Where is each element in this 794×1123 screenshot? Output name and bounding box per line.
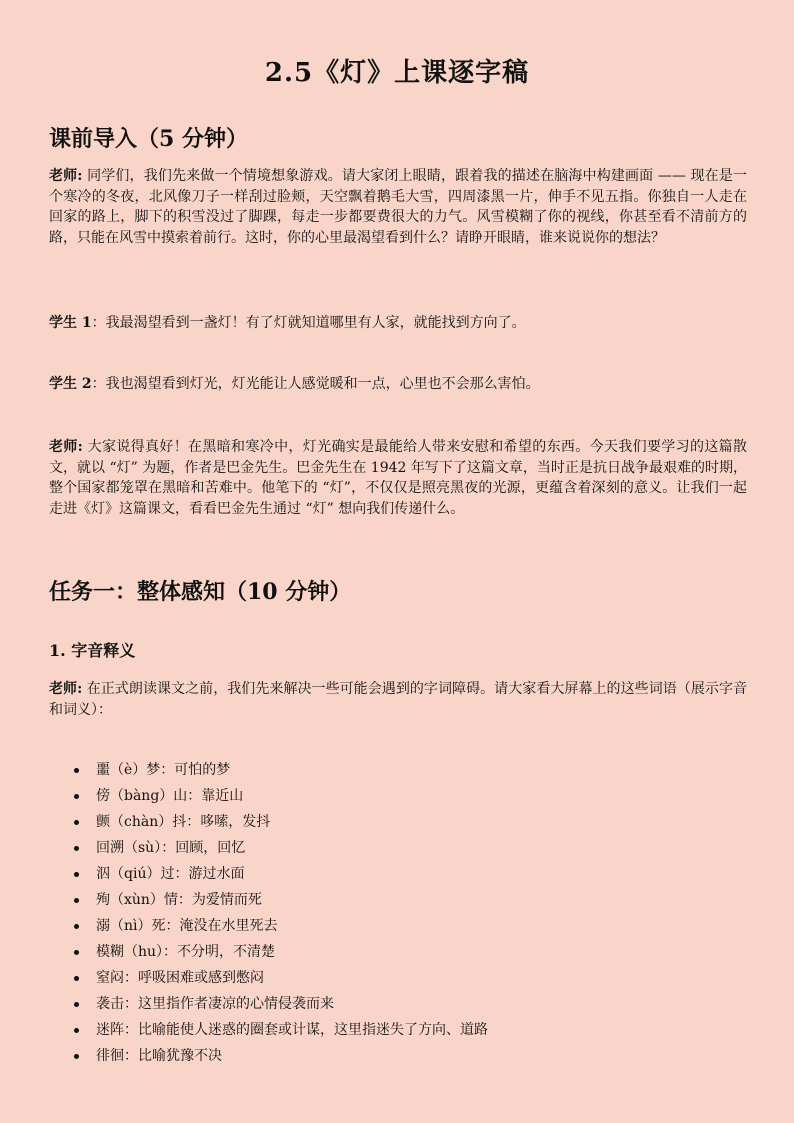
vocab-item: 模糊（hu）：不分明，不清楚 (74, 941, 488, 967)
vocab-item: 袭击：这里指作者凄凉的心情侵袭而来 (74, 993, 488, 1019)
paragraph-student-1 (49, 313, 747, 334)
paragraph-text: ：我最渴望看到一盏灯！有了灯就知道哪里有人家，就能找到方向了。 (91, 315, 526, 331)
paragraph-teacher-2 (49, 437, 747, 519)
speaker-label: 学生 1 (49, 315, 92, 331)
vocab-item: 颤（chàn）抖：哆嗦，发抖 (74, 811, 488, 837)
vocab-item: 窒闷：呼吸困难或感到憋闷 (74, 967, 488, 993)
vocab-item: 噩（è）梦：可怕的梦 (74, 759, 488, 785)
vocab-item: 徘徊：比喻犹豫不决 (74, 1045, 488, 1071)
speaker-label: 老师: (49, 439, 83, 455)
vocab-list (74, 759, 488, 1071)
speaker-label: 学生 2 (49, 376, 92, 392)
section-heading-intro: 课前导入（5 分钟） (49, 126, 248, 152)
vocab-item: 傍（bàng）山：靠近山 (74, 785, 488, 811)
vocab-item: 回溯（sù）：回顾，回忆 (74, 837, 488, 863)
paragraph-text: ：我也渴望看到灯光，灯光能让人感觉暖和一点，心里也不会那么害怕。 (91, 376, 540, 392)
section-heading-task1: 任务一：整体感知（10 分钟） (49, 579, 352, 605)
vocab-item: 泅（qiú）过：游过水面 (74, 863, 488, 889)
paragraph-teacher-1 (49, 166, 747, 248)
vocab-item: 溺（nì）死：淹没在水里死去 (74, 915, 488, 941)
vocab-item: 殉（xùn）情：为爱情而死 (74, 889, 488, 915)
paragraph-student-2 (49, 374, 747, 395)
vocab-item: 迷阵：比喻能使人迷惑的圈套或计谋，这里指迷失了方向、道路 (74, 1019, 488, 1045)
paragraph-text: 在正式朗读课文之前，我们先来解决一些可能会遇到的字词障碍。请大家看大屏幕上的这些词语（展示字音和词义）： (49, 681, 747, 718)
paragraph-text: 大家说得真好！在黑暗和寒冷中，灯光确实是最能给人带来安慰和希望的东西。今天我们要学习的这篇散文，就以 “灯” 为题，作者是巴金先生。巴金先生在 1942 年写下了这篇文章，当时正是抗日战争最艰难的时期，整个国家都笼罩在黑暗和苦难中。他笔下的 “灯”，不仅仅是照亮黑夜的光源，更蕴含着深刻的意义。让我们一起走进《灯》这篇课文，看看巴金先生通过 “灯” 想向我们传递什么。 (49, 439, 747, 517)
speaker-label: 老师: (49, 168, 83, 184)
paragraph-teacher-3 (49, 679, 747, 720)
page-title: 2.5《灯》上课逐字稿 (264, 58, 530, 88)
subheading-pronunciation: 1. 字音释义 (49, 641, 136, 660)
speaker-label: 老师: (49, 681, 83, 697)
paragraph-text: 同学们，我们先来做一个情境想象游戏。请大家闭上眼睛，跟着我的描述在脑海中构建画面 —— 现在是一个寒冷的冬夜，北风像刀子一样刮过脸颊，天空飘着鹅毛大雪，四周漆黑一片，伸手不见五指。你独自一人走在回家的路上，脚下的积雪没过了脚踝，每走一步都要费很大的力气。风雪模糊了你的视线，你甚至看不清前方的路，只能在风雪中摸索着前行。这时，你的心里最渴望看到什么？请睁开眼睛，谁来说说你的想法？ (49, 168, 747, 246)
